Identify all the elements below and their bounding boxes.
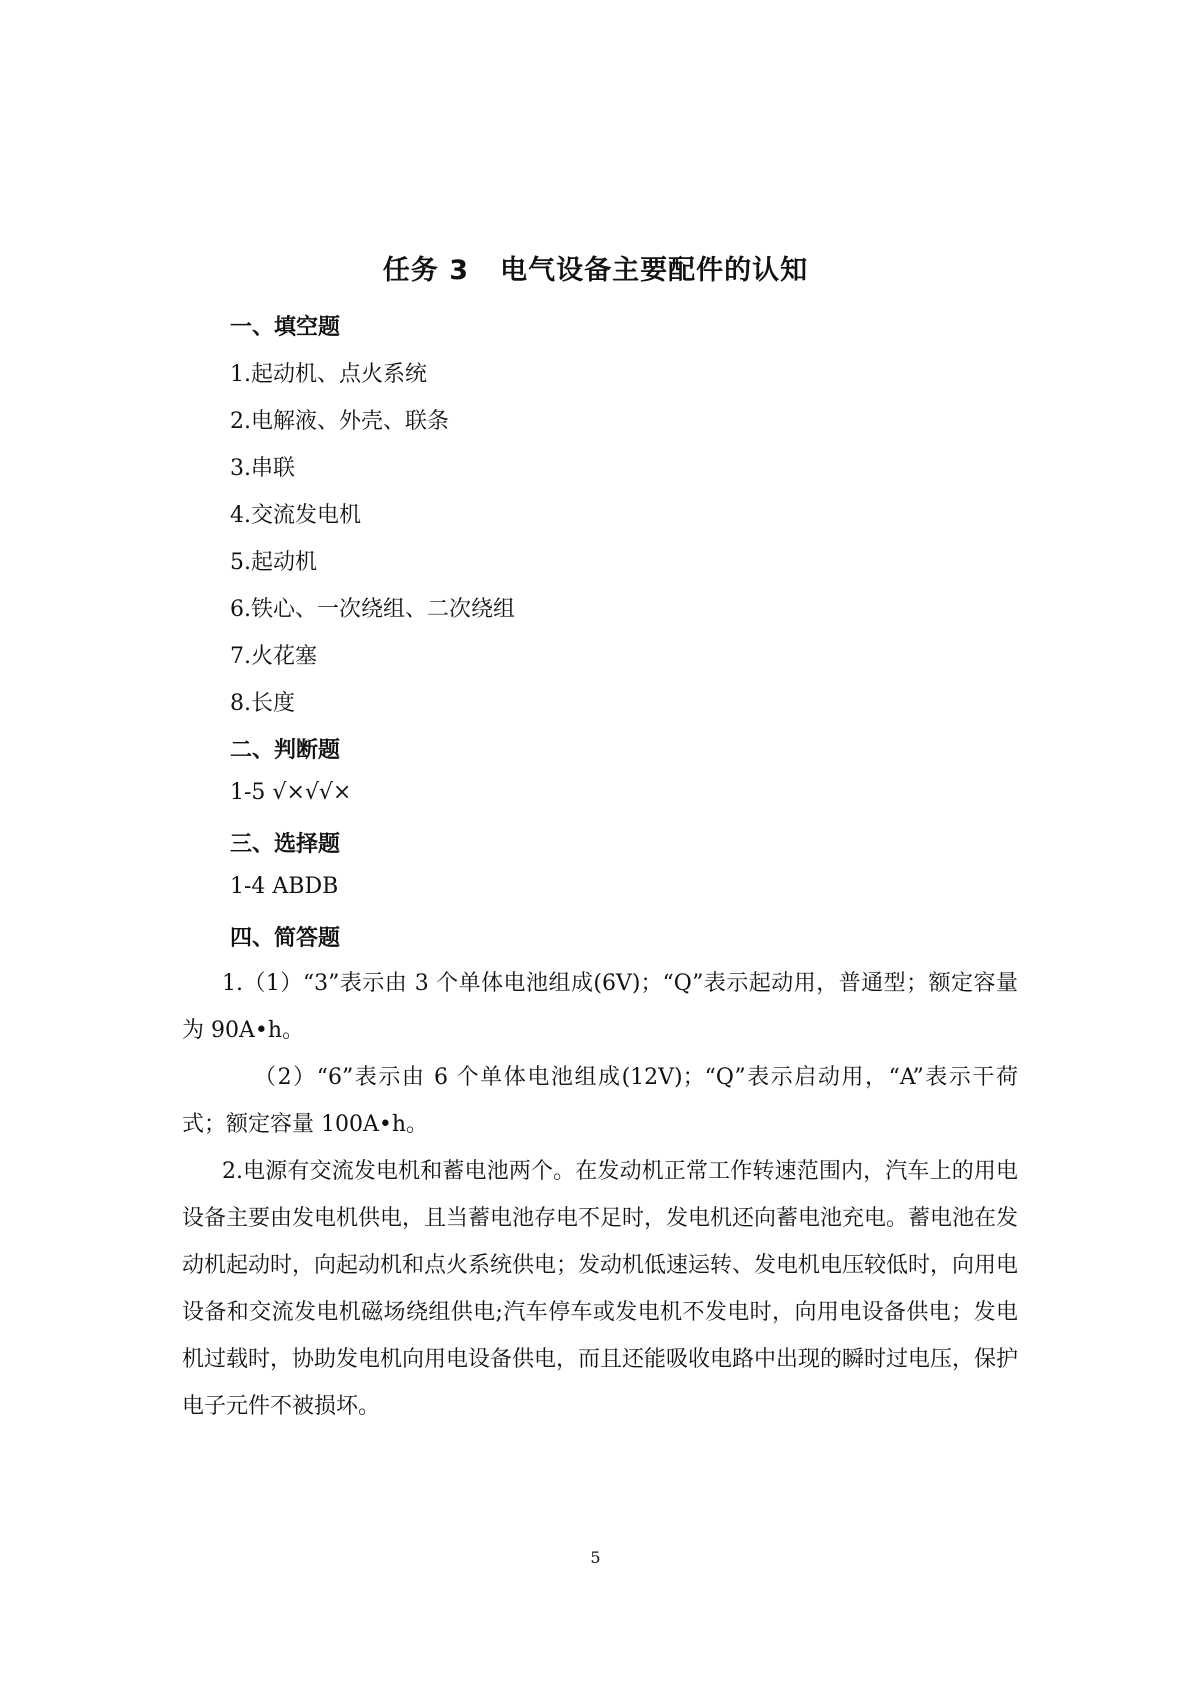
true-false-answer: 1-5 √×√√×: [230, 780, 352, 805]
page-number: 5: [590, 1548, 601, 1567]
fill-blank-answer-2: 2.电解液、外壳、联条: [230, 409, 449, 434]
fill-blank-answer-1: 1.起动机、点火系统: [230, 362, 427, 387]
fill-blank-answer-4: 4.交流发电机: [230, 503, 361, 528]
short-answer-2: 2.电源有交流发电机和蓄电池两个。在发动机正常工作转速范围内，汽车上的用电设备主要由发电机供电，且当蓄电池存电不足时，发电机还向蓄电池充电。蓄电池在发动机起动时，向起动机和点火系统供电；发动机低速运转、发电机电压较低时，向用电设备和交流发电机磁场绕组供电;汽车停车或发电机不发电时，向用电设备供电；发电机过载时，协助发电机向用电设备供电，而且还能吸收电路中出现的瞬时过电压，保护电子元件不被损坏。: [182, 1159, 1019, 1419]
fill-blank-answer-8: 8.长度: [230, 691, 295, 716]
fill-blank-answer-5: 5.起动机: [230, 550, 317, 575]
fill-blank-answer-3: 3.串联: [230, 456, 295, 481]
section-heading-multiple-choice: 三、选择题: [230, 832, 341, 857]
multiple-choice-answer: 1-4 ABDB: [230, 874, 339, 899]
section-heading-short-answer: 四、简答题: [230, 926, 341, 951]
fill-blank-answer-6: 6.铁心、一次绕组、二次绕组: [230, 597, 515, 622]
page-title: 任务 3 电气设备主要配件的认知: [382, 255, 809, 286]
short-answer-1-part-1: 1.（1）“3”表示由 3 个单体电池组成(6V)；“Q”表示起动用，普通型；额定容量为 90A•h。: [182, 971, 1018, 1043]
section-heading-true-false: 二、判断题: [230, 738, 341, 763]
section-heading-fill-blank: 一、填空题: [230, 315, 341, 340]
fill-blank-answer-7: 7.火花塞: [230, 644, 317, 669]
short-answer-1-part-2: （2）“6”表示由 6 个单体电池组成(12V)；“Q”表示启动用，“A”表示干荷式；额定容量 100A•h。: [182, 1065, 1018, 1137]
